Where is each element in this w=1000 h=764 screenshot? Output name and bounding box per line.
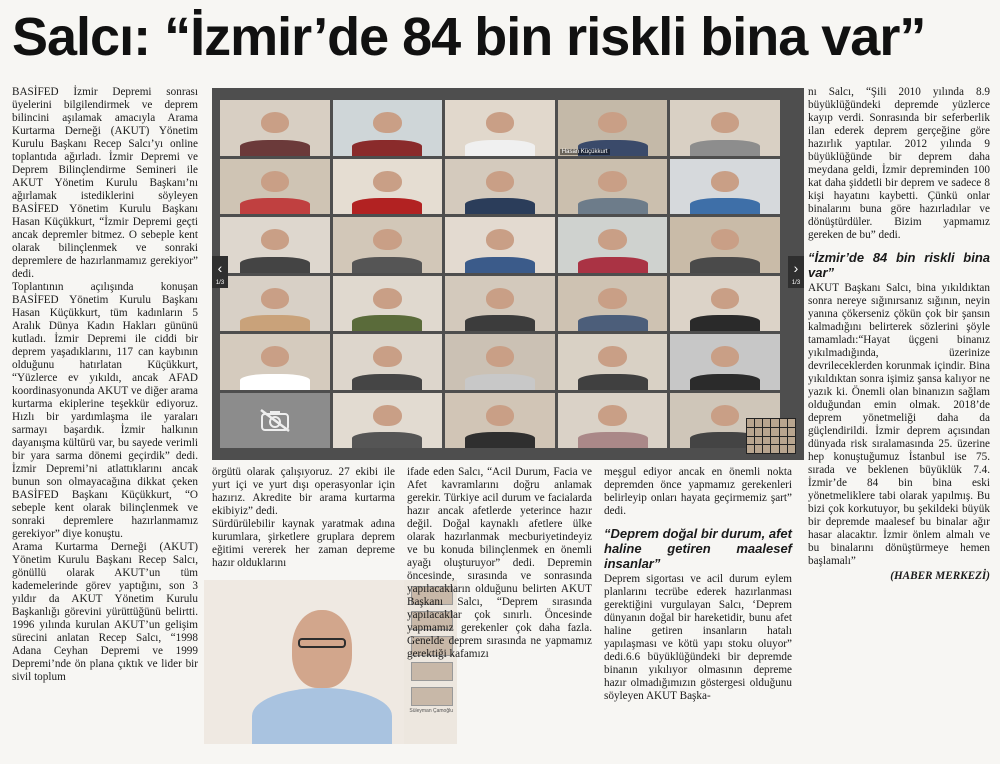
paragraph: ifade eden Salcı, “Acil Durum, Facia ve Afet kavramlarını doğru anlamak gerekir. Türkiye acil durum ve facialarda hazır ancak afetlerde yeterince hazır değil. Doğal kaynaklı afetlere ülke olarak hazırlanmak mecburiyetindeyiz ve bu konuda bilinçlenmek en önemli ayağı oluşturuyor” dedi. Depremin öncesinde, sırasında ve sonrasında yapılacakların olduğunu belirten AKUT Başkanı Salcı, “Deprem sırasında yapılacaklar çok sınırlı. Öncesinde yapmamız gerekenler çok daha fazla. Genelde deprem sırasında ne yapmamız gerektiği kafamızı xyxy=(407,466,592,660)
paragraph: Deprem sigortası ve acil durum eylem planlarını tecrübe ederek hazırlanması gerektiğini vurgulayan Salcı, ‘Deprem dünyanın doğal bir hareketidir, bunu afet haline getiren insanların hatalı yapılaşması ve kötü yapı stoku oluyor” dedi.6.6 büyüklüğündeki bir depremde binanın yıkılıyor olmasının depreme hazır olmadığımızın göstergesi olduğunu söyleyen AKUT Başka- xyxy=(604,573,792,702)
participant-name: Hasan Küçükkurt xyxy=(561,148,608,155)
paragraph: Sürdürülebilir kaynak yaratmak adına kurumlara, şirketlere gruplara deprem eğitimi vererek her zaman depreme hazır olduklarını xyxy=(212,518,395,569)
participant-head xyxy=(598,288,626,309)
participant-body xyxy=(465,374,535,390)
participant-head xyxy=(711,346,739,367)
participant-body xyxy=(465,198,535,214)
participant-body xyxy=(578,315,648,331)
participant-name: Süleyman Çamoğlu xyxy=(409,708,453,714)
participant-head xyxy=(598,112,626,133)
participant-head xyxy=(373,229,401,250)
participant-tile xyxy=(445,276,555,332)
participant-tile xyxy=(445,217,555,273)
article-column-5 xyxy=(808,86,990,583)
paragraph: Arama Kurtarma Derneği (AKUT) Yönetim Kurulu Başkanı Recep Salcı, gönüllü olarak AKUT’un tüm kademelerinde görev yaptığını, son 3 yıldır da AKUT Yönetim Kurulu Başkanlığı görevini yürüttüğünü belirtti. 1996 yılında kurulan AKUT’un gelişim sürecini anlatan Recep Salcı, “1998 Adana Ceyhan Depremi ve 1999 Depremi’nde ön plana çıktık ve lider bir sivil toplum xyxy=(12,541,198,683)
participant-tile xyxy=(670,217,780,273)
participant-head xyxy=(486,171,514,192)
participant-tile xyxy=(220,159,330,215)
participant-body xyxy=(465,432,535,448)
participant-tile xyxy=(445,334,555,390)
participant-body xyxy=(465,257,535,273)
participant-tile xyxy=(670,159,780,215)
participant-tile xyxy=(670,334,780,390)
participant-head xyxy=(261,288,289,309)
participant-body xyxy=(690,140,760,156)
participant-head xyxy=(261,112,289,133)
article-column-2 xyxy=(212,466,395,570)
participant-tile xyxy=(220,100,330,156)
participant-head xyxy=(373,112,401,133)
participant-head xyxy=(598,229,626,250)
glasses-icon xyxy=(298,638,346,648)
participant-head xyxy=(598,171,626,192)
participant-body xyxy=(578,257,648,273)
participant-body xyxy=(352,198,422,214)
subheading: “İzmir’de 84 bin riskli bina var” xyxy=(808,250,990,280)
participant-tile xyxy=(445,393,555,449)
participant-head xyxy=(486,112,514,133)
participant-head xyxy=(486,229,514,250)
participant-tile xyxy=(333,159,443,215)
participant-body xyxy=(690,198,760,214)
participant-head xyxy=(261,346,289,367)
article-column-1 xyxy=(12,86,198,684)
participant-tile xyxy=(445,100,555,156)
participant-tile xyxy=(220,334,330,390)
participant-tile xyxy=(558,276,668,332)
participant-head xyxy=(711,229,739,250)
participant-body xyxy=(690,374,760,390)
participant-body xyxy=(578,374,648,390)
participant-body xyxy=(465,315,535,331)
participant-head xyxy=(261,171,289,192)
participant-tile xyxy=(670,100,780,156)
participant-body xyxy=(465,140,535,156)
participant-head xyxy=(261,229,289,250)
participant-head xyxy=(598,346,626,367)
participant-tile xyxy=(670,276,780,332)
participant-body xyxy=(690,257,760,273)
article-column-3 xyxy=(407,466,592,661)
participant-head xyxy=(598,405,626,426)
participant-head xyxy=(373,346,401,367)
chevron-right-icon: › 1/3 xyxy=(788,256,804,288)
chevron-left-icon: ‹ 1/3 xyxy=(212,256,228,288)
participant-head xyxy=(373,288,401,309)
participant-body xyxy=(352,374,422,390)
speaker-head xyxy=(292,610,352,688)
participant-tile xyxy=(220,276,330,332)
participant-tile xyxy=(220,393,330,449)
video-conference-photo xyxy=(212,88,804,460)
participant-tile xyxy=(220,217,330,273)
participant-tile xyxy=(333,276,443,332)
participant-head xyxy=(711,112,739,133)
participant-tile xyxy=(558,159,668,215)
participant-head xyxy=(711,288,739,309)
camera-off-icon xyxy=(259,408,291,432)
participant-body xyxy=(578,432,648,448)
participant-body xyxy=(240,198,310,214)
participant-body xyxy=(240,315,310,331)
participant-head xyxy=(373,171,401,192)
subheading: “Deprem doğal bir durum, afet haline getiren maalesef insanlar” xyxy=(604,526,792,571)
participant-head xyxy=(486,288,514,309)
participant-head xyxy=(711,405,739,426)
participant-head xyxy=(373,405,401,426)
participant-head xyxy=(486,405,514,426)
paragraph: meşgul ediyor ancak en önemli nokta depremden önce yapmamız gerekenleri belirleyip onları hayata geçirmemiz şart” dedi. xyxy=(604,466,792,517)
participant-tile xyxy=(333,393,443,449)
participant-head xyxy=(711,171,739,192)
participant-tile xyxy=(558,334,668,390)
participant-body xyxy=(240,257,310,273)
paragraph: AKUT Başkanı Salcı, bina yıkıldıktan sonra nereye sığınırsanız sığının, neyin yanına çökerseniz çökün çok bir şansın kalmadığını belirterek sözlerini şöyle tamamladı:“Hayat üçgeni binanız yıkılmadığında, üzerinize devrileceklerden korunmak içindir. Bina yıkıldıktan sonra işimiz şansa kalıyor ne yazık ki. Önemli olan binanızın sağlam olduğundan emin olmak. 2018’de deprem yönetmeliği daha da güçlendirildi. İzmir deprem açısından dünyada risk sıralamasında 25. üzerine hep konuştuğumuz İstanbul ise 75. sırada ve beklenen büyüklük 7.4. İzmir’de 84 bin bina eski yönetmeliklere tabi olarak yapılmış. Bu bizi çok korkutuyor, bu şekildeki büyük bir depremde maalesef bu binalar ağır hasar alacaktır. İzmir önlem almalı ve bu binalarını dönüştürmeye hemen başlamalı” xyxy=(808,282,990,567)
participant-tile xyxy=(333,334,443,390)
paragraph: nı Salcı, “Şili 2010 yılında 8.9 büyüklüğündeki depremde yüzlerce kayıp verdi. Sonrasında bir seferberlik ilan ederek deprem gerçeğine göre hazırlık yaptılar. 2012 yılında 9 büyüklüğünde bir deprem daha meydana geldi, İzmir depreminden 100 kat daha şiddetli bir deprem ve sadece 8 kişi hayatını kaybetti. Çünkü onlar binalarını buna göre hazırladılar ve dönüştürdüler. Bizim yapmamız gereken de bu” dedi. xyxy=(808,86,990,241)
participant-body xyxy=(578,198,648,214)
participant-tile xyxy=(558,217,668,273)
participant-body xyxy=(352,315,422,331)
article-column-4 xyxy=(604,466,792,703)
speaker-shirt xyxy=(252,688,392,744)
participant-grid xyxy=(220,100,780,448)
participant-tile xyxy=(333,217,443,273)
headline: Salcı: “İzmir’de 84 bin riskli bina var” xyxy=(12,7,926,67)
thumbnail-strip xyxy=(746,418,796,454)
participant-body xyxy=(352,257,422,273)
participant-tile xyxy=(445,159,555,215)
paragraph: BASİFED İzmir Depremi sonrası üyelerini bilgilendirmek ve deprem bilincini aşılamak amacıyla Arama Kurtarma Derneği (AKUT) Yönetim Kurulu Başkanı Recep Salcı’yı online toplantıda ağırladı. İzmir Depremi ve Deprem Bilinçlendirme Semineri ile AKUT Yönetim Kurulu Başkanı’nı ağırlamak istediklerini söyleyen BASİFED Yönetim Kurulu Başkanı Hasan Küçükkurt, “İzmir Depremi geçti ancak depremler bitmez. O sebeple kent olarak bilinçlenmek ve sonraki depremlere de hazırlanmamız gerekiyor” dedi. xyxy=(12,86,198,280)
byline: (HABER MERKEZİ) xyxy=(890,570,990,582)
paragraph: Toplantının açılışında konuşan BASİFED Yönetim Kurulu Başkanı Hasan Küçükkurt, tüm kadınların 5 Aralık Dünya Kadın Hakları gününü kutladı. İzmir Depremi ile ciddi bir deprem yaşadıklarını, 117 can kaybının olduğunu hatırlatan Küçükkurt, “Yüzlerce ev yıkıldı, ancak AFAD koordinasyonunda AKUT ve diğer arama kurtarma ekiplerine teşekkür ediyoruz. Hızlı bir yardımlaşma ile yaraları sarmayı başardık. İzmir halkının dayanışma kültürü var, bu sayede verimli bir yara sarma dönemi geçirdik” dedi. İzmir Depremi’ni atlattıklarını ancak bunun son olmayacağına dikkat çeken BASİFED Başkanı Küçükkurt, “O sebeple kent olarak bilinçlenmek ve sonraki depremlere hazırlanmamız gerekiyor” diye konuştu. xyxy=(12,281,198,540)
participant-head xyxy=(486,346,514,367)
participant-body xyxy=(240,374,310,390)
participant-tile xyxy=(558,100,668,156)
participant-body xyxy=(240,140,310,156)
participant-body xyxy=(352,432,422,448)
participant-body xyxy=(690,315,760,331)
participant-tile xyxy=(333,100,443,156)
paragraph: örgütü olarak çalışıyoruz. 27 ekibi ile yurt içi ve yurt dışı operasyonlar için hazırız. Akredite bir arama kurtarma ekibiyiz” dedi. xyxy=(212,466,395,517)
participant-tile xyxy=(558,393,668,449)
participant-body xyxy=(352,140,422,156)
